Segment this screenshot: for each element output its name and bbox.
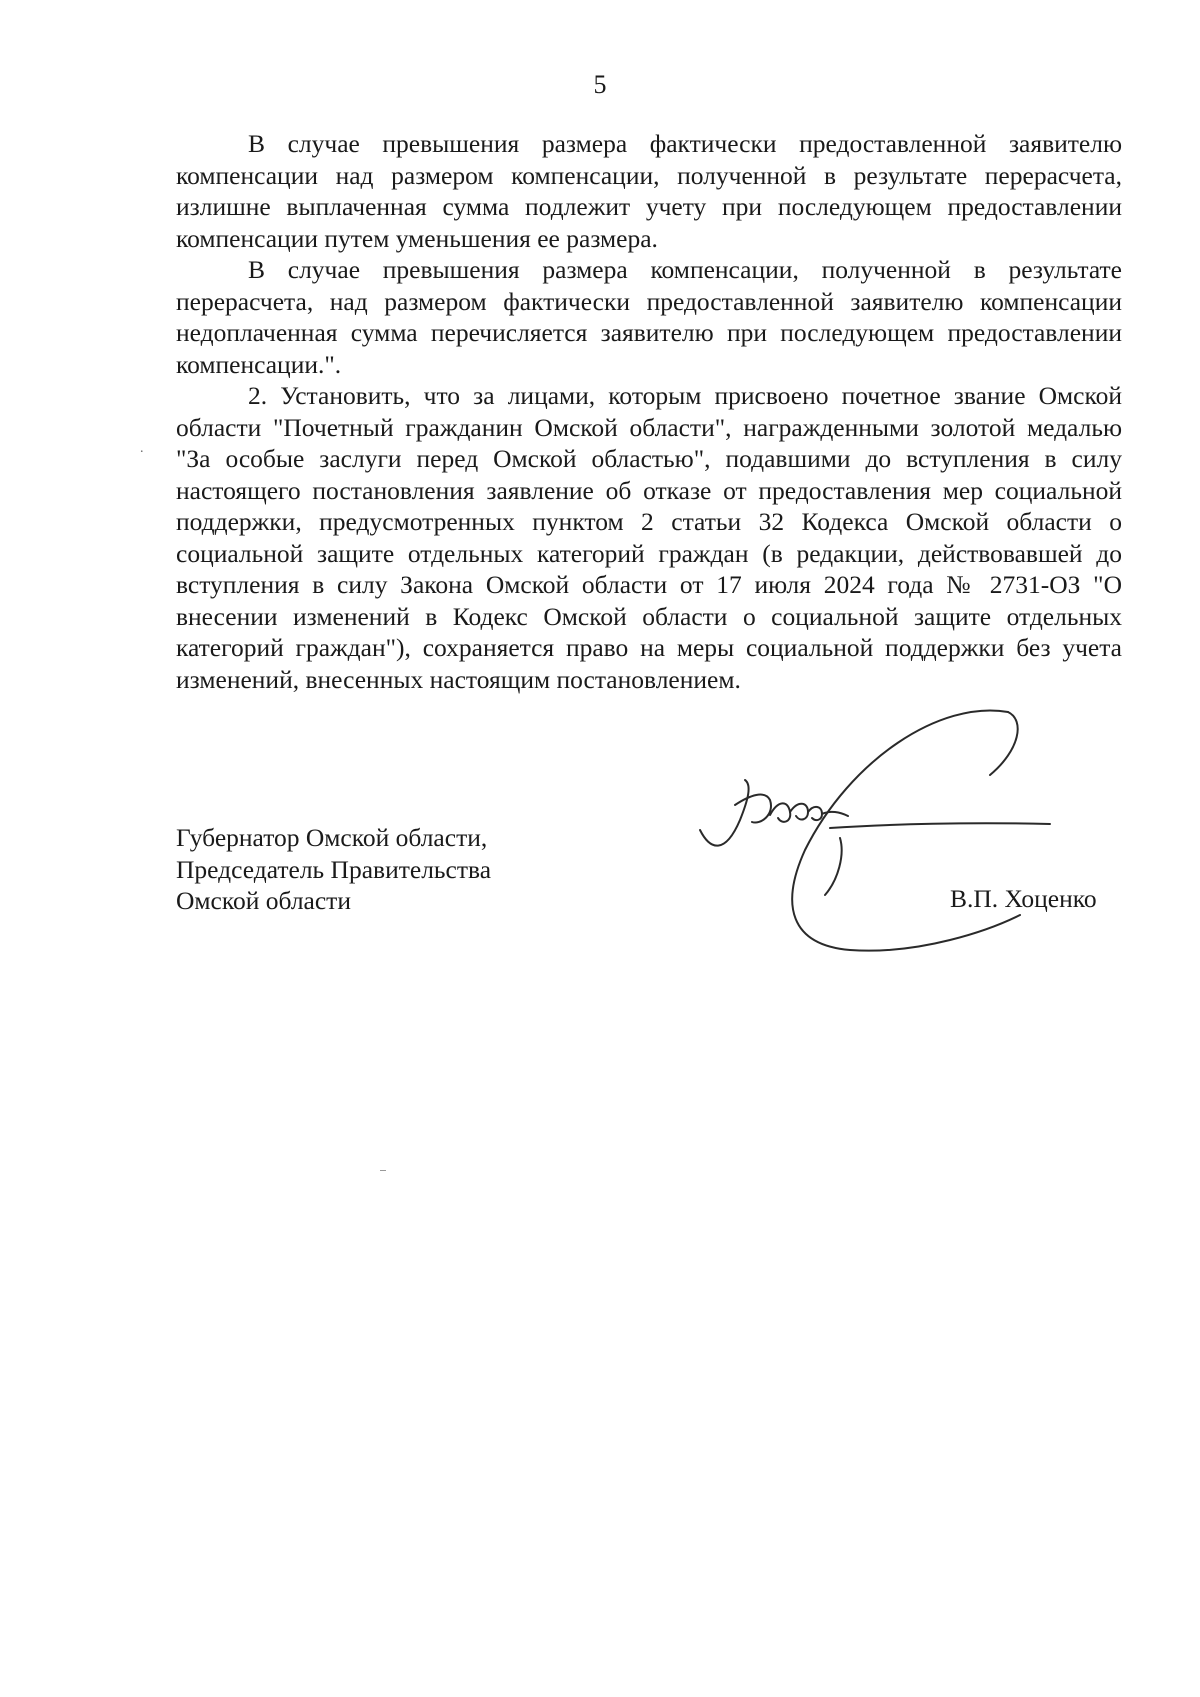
handwritten-signature: [690, 700, 1110, 970]
signer-position-line-2: Председатель Правительства: [176, 854, 492, 884]
scan-artifact: [380, 1170, 386, 1171]
paragraph-underpayment: В случае превышения размера компенсации, полученной в результате перерасчета, над размером фактически предоставленной заявителю компенсации недоплаченная сумма перечисляется заявителю при последующем предоставлении компенсации.".: [176, 255, 1122, 379]
page-number: 5: [593, 70, 607, 99]
signature-block: [176, 822, 491, 917]
signer-position-line-1: Губернатор Омской области,: [176, 823, 488, 852]
signer-name: В.П. Хоценко: [950, 884, 1097, 913]
paragraph-clause-2: 2. Установить, что за лицами, которым присвоено почетное звание Омской области "Почетный гражданин Омской области", награжденными золотой медалью "За особые заслуги перед Омской областью", подавшими до вступления в силу настоящего постановления заявление об отказе от предоставления мер социальной поддержки, предусмотренных пунктом 2 статьи 32 Кодекса Омской области о социальной защите отдельных категорий граждан (в редакции, действовавшей до вступления в силу Закона Омской области от 17 июля 2024 года № 2731-ОЗ "О внесении изменений в Кодекс Омской области о социальной защите отдельных категорий граждан"), сохраняется право на меры социальной поддержки без учета изменений, внесенных настоящим постановлением.: [176, 381, 1122, 694]
paragraph-overpayment: В случае превышения размера фактически предоставленной заявителю компенсации над размером компенсации, полученной в результате перерасчета, излишне выплаченная сумма подлежит учету при последующем предоставлении компенсации путем уменьшения ее размера.: [176, 129, 1122, 253]
stray-mark: .: [140, 441, 144, 456]
document-body: [176, 128, 1122, 695]
signer-position-line-3: Омской области: [176, 886, 351, 915]
